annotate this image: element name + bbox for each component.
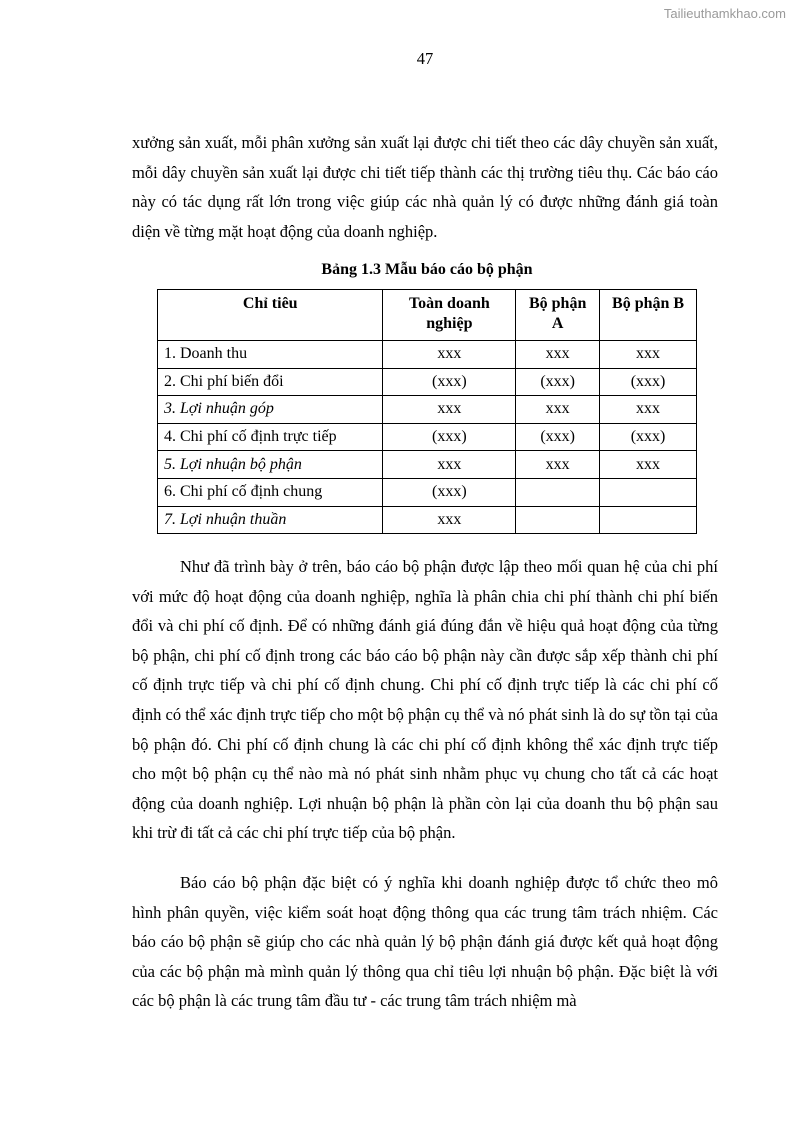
cell-total: (xxx) [383, 478, 516, 506]
cell-a [516, 478, 600, 506]
cell-b: xxx [600, 396, 697, 424]
cell-b: (xxx) [600, 368, 697, 396]
row-label: 5. Lợi nhuận bộ phận [158, 451, 383, 479]
table-row [158, 368, 697, 396]
cell-b: xxx [600, 451, 697, 479]
cell-total: xxx [383, 341, 516, 369]
cell-b: (xxx) [600, 423, 697, 451]
cell-total: xxx [383, 506, 516, 534]
header-division-b: Bộ phận B [600, 290, 697, 341]
table-row [158, 451, 697, 479]
paragraph-decentralization: Báo cáo bộ phận đặc biệt có ý nghĩa khi doanh nghiệp được tổ chức theo mô hình phân quyền, việc kiểm soát hoạt động thông qua các trung tâm trách nhiệm. Các báo cáo bộ phận sẽ giúp cho các nhà quản lý bộ phận đánh giá được kết quả hoạt động của các bộ phận mà mình quản lý thông qua chỉ tiêu lợi nhuận bộ phận. Đặc biệt là với các bộ phận là các trung tâm đầu tư - các trung tâm trách nhiệm mà [132, 873, 718, 1011]
row-label: 4. Chi phí cố định trực tiếp [158, 423, 383, 451]
row-label: 2. Chi phí biến đổi [158, 368, 383, 396]
paragraph-cost-classification: Như đã trình bày ở trên, báo cáo bộ phận được lập theo mối quan hệ của chi phí với mức độ hoạt động của doanh nghiệp, nghĩa là phân chia chi phí thành chi phí biến đổi và chi phí cố định. Để có những đánh giá đúng đắn về hiệu quả hoạt động của từng bộ phận, chi phí cố định trong các báo cáo bộ phận này cần được sắp xếp thành chi phí cố định trực tiếp và chi phí cố định chung. Chi phí cố định trực tiếp là các chi phí cố định có thể xác định trực tiếp cho một bộ phận cụ thể và nó phát sinh là do sự tồn tại của bộ phận đó. Chi phí cố định chung là các chi phí cố định không thể xác định trực tiếp cho một bộ phận cụ thể nào mà nó phát sinh nhằm phục vụ chung cho tất cả các hoạt động của doanh nghiệp. Lợi nhuận bộ phận là phần còn lại của doanh thu bộ phận sau khi trừ đi tất cả các chi phí trực tiếp của bộ phận. [132, 557, 718, 843]
row-label: 1. Doanh thu [158, 341, 383, 369]
cell-total: (xxx) [383, 368, 516, 396]
cell-a: (xxx) [516, 423, 600, 451]
cell-b [600, 478, 697, 506]
paragraph-intro: xưởng sản xuất, mỗi phân xưởng sản xuất lại được chi tiết theo các dây chuyền sản xuất, mỗi dây chuyền sản xuất lại được chi tiết tiếp thành các thị trường tiêu thụ. Các báo cáo này có tác dụng rất lớn trong việc giúp các nhà quản lý có được những đánh giá toàn diện về từng mặt hoạt động của doanh nghiệp. [132, 133, 718, 241]
row-label: 7. Lợi nhuận thuần [158, 506, 383, 534]
page-number: 47 [416, 49, 434, 68]
cell-a: xxx [516, 451, 600, 479]
cell-a: xxx [516, 396, 600, 424]
segment-report-table [157, 289, 697, 534]
cell-total: (xxx) [383, 423, 516, 451]
cell-b: xxx [600, 341, 697, 369]
cell-a [516, 506, 600, 534]
header-whole-company: Toàn doanh nghiệp [383, 290, 516, 341]
table-row [158, 506, 697, 534]
row-label: 3. Lợi nhuận góp [158, 396, 383, 424]
header-indicator: Chỉ tiêu [158, 290, 383, 341]
header-division-a: Bộ phận A [516, 290, 600, 341]
watermark: Tailieuthamkhao.com [663, 6, 786, 21]
table-row [158, 423, 697, 451]
table-caption: Bảng 1.3 Mẫu báo cáo bộ phận [321, 261, 533, 278]
table-row [158, 478, 697, 506]
cell-total: xxx [383, 396, 516, 424]
table-row [158, 341, 697, 369]
cell-a: xxx [516, 341, 600, 369]
table-header-row [158, 290, 697, 341]
cell-total: xxx [383, 451, 516, 479]
cell-b [600, 506, 697, 534]
row-label: 6. Chi phí cố định chung [158, 478, 383, 506]
cell-a: (xxx) [516, 368, 600, 396]
table-row [158, 396, 697, 424]
